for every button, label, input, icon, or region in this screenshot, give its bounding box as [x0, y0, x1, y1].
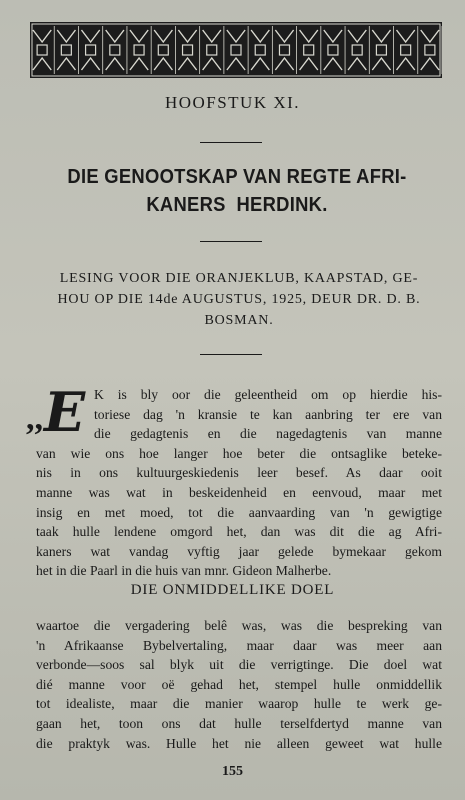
- text-line: dié manne voor oë gehad het, stempel hulle onmiddellik: [36, 676, 442, 692]
- text-line: die praktyk was. Hulle het nie alleen geweet wat hulle: [36, 735, 442, 751]
- text-line: nis in ons kultuurgeskiedenis leer besef. As daar ooit: [36, 465, 442, 481]
- text-line: gaan het, toon ons dat hulle terselfdertyd manne van: [36, 715, 442, 731]
- chapter-title: [48, 163, 425, 219]
- divider-rule: [200, 142, 262, 143]
- subtitle-line: BOSMAN.: [204, 313, 274, 328]
- text-line: kaners wat vandag vyftig jaar gelede bymekaar gekom: [36, 543, 442, 559]
- title-line: DIE GENOOTSKAP VAN REGTE AFRI-: [67, 166, 407, 188]
- text-line: K is bly oor die geleentheid om op hierdie his-: [94, 387, 442, 402]
- chapter-heading: HOOFSTUK XI.: [164, 93, 301, 112]
- drop-cap-letter: E: [44, 380, 86, 444]
- subtitle-line: HOU OP DIE 14de AUGUSTUS, 1925, DEUR DR. D. B.: [57, 292, 421, 307]
- subtitle-line: LESING VOOR DIE ORANJEKLUB, KAAPSTAD, GE-: [59, 271, 419, 286]
- text-line: 'n Afrikaanse Bybelvertaling, maar daar was meer aan: [36, 637, 442, 653]
- text-line: waartoe die vergadering belê was, was die bespreking van: [36, 618, 442, 633]
- text-line: insig en met moed, tot die aanvaarding van 'n gewigtige: [36, 504, 442, 520]
- opening-paragraph: [36, 380, 442, 581]
- text-line: het in die Paarl in die huis van mnr. Gideon Malherbe.: [36, 563, 332, 579]
- text-line: taak hulle lendene omgord het, dan was dit die ag Afri-: [36, 524, 442, 540]
- title-line: KANERS HERDINK.: [146, 194, 328, 216]
- decorative-header-ornament: [30, 20, 442, 80]
- second-paragraph: [36, 616, 442, 753]
- text-line: die gedagtenis en die nagedagtenis van manne: [94, 426, 442, 442]
- page-number: 155: [222, 764, 243, 779]
- text-line: van wie ons hoe langer hoe beter die ontsaglike beteke-: [36, 445, 442, 461]
- divider-rule: [200, 354, 262, 355]
- section-heading: DIE ONMIDDELLIKE DOEL: [130, 582, 335, 598]
- text-line: manne was wat in beskeidenheid en eenvoud, maar met: [36, 484, 442, 500]
- text-line: tot idealiste, maar die manier waarop hulle te werk ge-: [36, 696, 442, 712]
- text-line: toriese dag 'n kransie te kan aanbring ter ere van: [94, 406, 442, 422]
- divider-rule: [200, 241, 262, 242]
- lecture-subtitle: [36, 268, 442, 331]
- opening-quote-mark: ,,: [26, 400, 43, 437]
- text-line: verbonde—soos sal blyk uit die verrigtinge. Die doel wat: [36, 657, 442, 673]
